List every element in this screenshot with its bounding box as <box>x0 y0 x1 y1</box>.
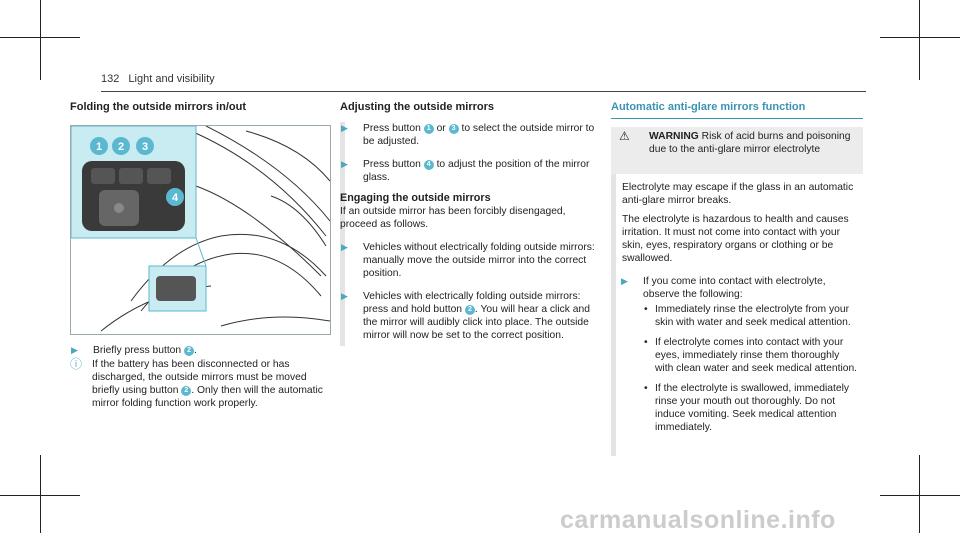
info-note: ⓘ If the battery has been disconnected or has discharged, the outside mirrors must be moved briefly using button 2 . Only then will the automatic mirror folding function work properly. <box>70 357 323 409</box>
warning-icon: ⚠ <box>619 129 630 143</box>
subsection-heading: Engaging the outside mirrors <box>340 192 491 204</box>
crop-mark <box>919 0 920 80</box>
paragraph: The electrolyte is hazardous to health and causes irritation. It must not come into contact with your skin, eyes, respiratory organs or clothing or be swallowed. <box>622 214 849 264</box>
section-heading: Automatic anti-glare mirrors function <box>611 101 806 113</box>
warning-label: WARNING <box>649 131 699 142</box>
instruction-step: ▶ Vehicles without electrically folding outside mirrors: manually move the outside mirror into the correct position. <box>341 242 595 279</box>
list-item: • Immediately rinse the electrolyte from your skin with water and seek medical attention. <box>655 303 858 329</box>
page-header <box>101 73 215 85</box>
callout-badge: 2 <box>184 346 194 356</box>
arrow-icon: ▶ <box>341 159 348 169</box>
arrow-icon: ▶ <box>341 123 348 133</box>
callout-1: 1 <box>95 141 103 153</box>
warning-bar <box>611 174 616 456</box>
callout-badge: 2 <box>181 386 191 396</box>
instruction-step: ▶ If you come into contact with electrolyte, observe the following: • Immediately rinse the electrolyte from your skin with water and seek medical attention. • If electrolyte comes into contact with your eyes, immediately rinse them thoroughly with clean water and seek medical attention. • If the electrolyte is swallowed, immediately rinse your mouth out thoroughly. Do not induce vomiting. Seek medical attention immediately. <box>620 275 858 434</box>
arrow-icon: ▶ <box>341 291 348 301</box>
callout-badge: 2 <box>465 305 475 315</box>
arrow-icon: ▶ <box>71 345 78 355</box>
header-rule <box>101 91 866 92</box>
col2-body <box>340 122 602 342</box>
warning-content <box>611 130 863 156</box>
section-heading: Folding the outside mirrors in/out <box>70 101 246 113</box>
col3-body <box>622 181 858 434</box>
crop-mark <box>880 495 960 496</box>
instruction-step: ▶ Vehicles with electrically folding outside mirrors: press and hold button 2 . You will hear a click and the mirror will audibly click into place. The outside mirror will now be set to the correct position. <box>341 291 590 341</box>
section-title: Light and visibility <box>128 73 215 85</box>
callout-badge: 3 <box>449 124 459 134</box>
col1-body <box>70 344 328 410</box>
callout-badge: 4 <box>424 160 434 170</box>
instruction-step: ▶ Press button 4 to adjust the position of the mirror glass. <box>341 159 590 183</box>
callout-3: 3 <box>141 141 149 153</box>
crop-mark <box>880 37 960 38</box>
paragraph: Electrolyte may escape if the glass in an automatic anti-glare mirror breaks. <box>622 182 854 206</box>
crop-mark <box>40 455 41 533</box>
callout-2: 2 <box>117 141 125 153</box>
callout-4: 4 <box>171 192 179 204</box>
instruction-step: ▶ Press button 1 or 3 to select the outside mirror to be adjusted. <box>341 123 595 147</box>
list-item: • If electrolyte comes into contact with your eyes, immediately rinse them thoroughly with clean water and seek medical attention. <box>655 336 858 375</box>
callout-badge: 1 <box>424 124 434 134</box>
heading-rule <box>611 118 863 119</box>
crop-mark <box>40 0 41 80</box>
list-item: • If the electrolyte is swallowed, immediately rinse your mouth out thoroughly. Do not induce vomiting. Seek medical attention immediately. <box>655 382 858 434</box>
bullet-list <box>643 303 858 434</box>
page-number: 132 <box>101 73 120 85</box>
mirror-control-figure <box>70 125 331 335</box>
instruction-step: ▶ Briefly press button 2 . <box>71 345 197 356</box>
watermark: carmanualsonline.info <box>560 506 836 534</box>
arrow-icon: ▶ <box>621 276 628 286</box>
info-icon: ⓘ <box>70 357 83 371</box>
arrow-icon: ▶ <box>341 242 348 252</box>
section-heading: Adjusting the outside mirrors <box>340 101 495 113</box>
warning-text: Risk of acid burns and poisoning due to the anti-glare mirror electrolyte <box>649 131 851 155</box>
crop-mark <box>919 455 920 533</box>
paragraph: If an outside mirror has been forcibly disengaged, proceed as follows. <box>340 206 566 230</box>
